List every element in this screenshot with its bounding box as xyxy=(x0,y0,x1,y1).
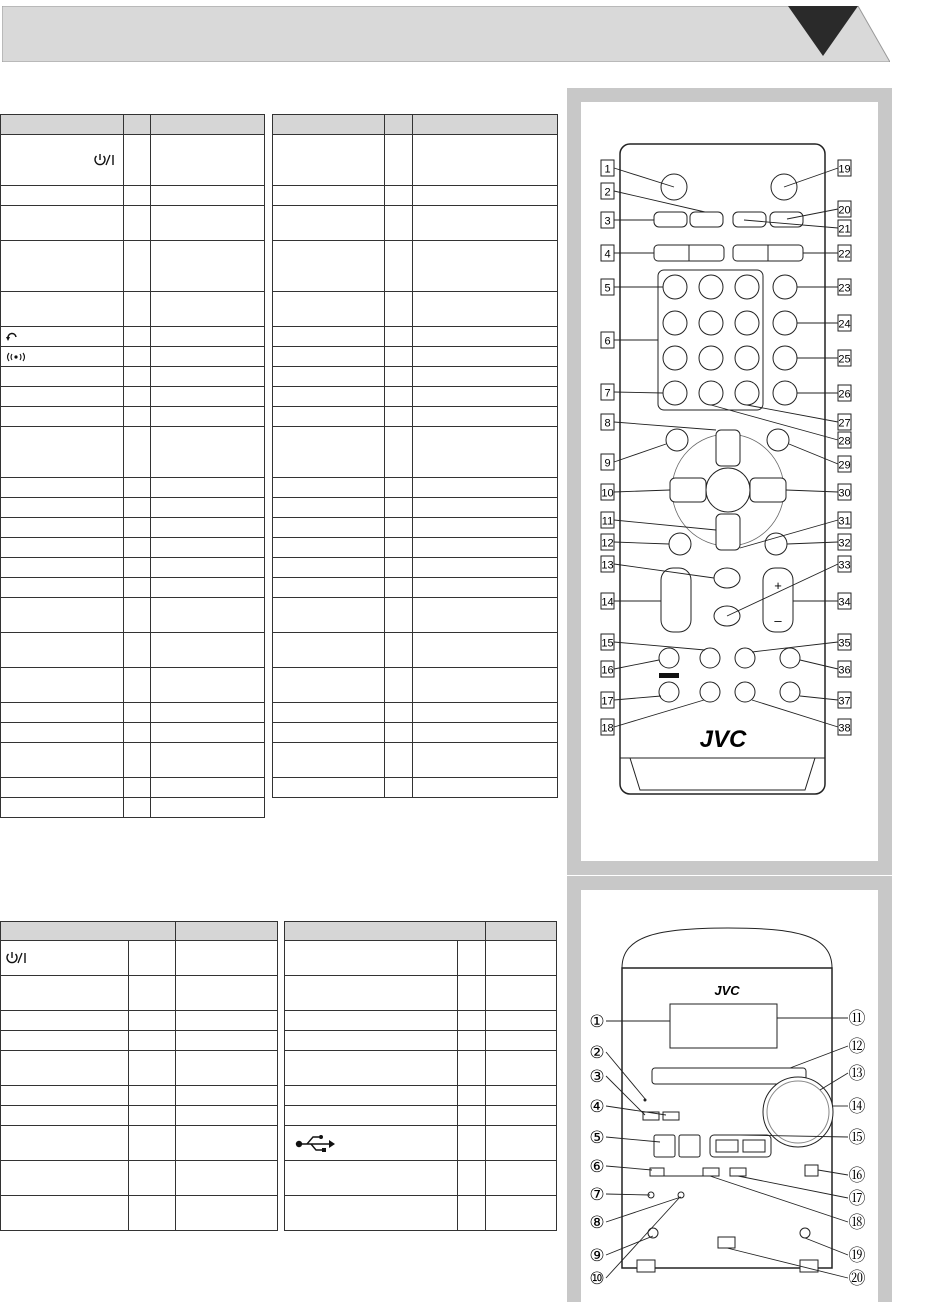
callout-③ xyxy=(589,1067,604,1086)
svg-text:⑲: ⑲ xyxy=(848,1246,866,1265)
unit-phones-jack xyxy=(648,1228,658,1238)
svg-text:30: 30 xyxy=(838,487,851,500)
svg-text:23: 23 xyxy=(838,282,851,295)
callout-④ xyxy=(589,1097,604,1116)
callout-⑭ xyxy=(849,1097,866,1116)
callout-⑬ xyxy=(849,1064,866,1083)
remote-ok-button xyxy=(706,468,750,512)
table-row xyxy=(1,778,558,798)
callout-⑱ xyxy=(849,1213,866,1232)
svg-text:35: 35 xyxy=(838,637,851,650)
callout-36 xyxy=(838,661,851,677)
svg-text:28: 28 xyxy=(838,435,851,448)
remote-navigation-cluster xyxy=(666,429,789,555)
callout-18 xyxy=(601,719,614,735)
table-header-row xyxy=(1,115,558,135)
callout-⑩ xyxy=(589,1269,604,1288)
table-row xyxy=(1,1086,557,1106)
table-row xyxy=(1,206,558,241)
table-row xyxy=(1,241,558,292)
svg-text:9: 9 xyxy=(604,457,611,470)
svg-text:36: 36 xyxy=(838,664,851,677)
svg-text:⑰: ⑰ xyxy=(848,1189,866,1208)
callout-38 xyxy=(838,719,851,735)
table-header-row xyxy=(1,922,557,941)
svg-text:24: 24 xyxy=(838,318,851,331)
callout-⑫ xyxy=(849,1037,866,1056)
callout-9 xyxy=(601,454,614,470)
unit-aux-jack xyxy=(800,1228,810,1238)
table-row xyxy=(1,1126,557,1161)
table-row xyxy=(1,798,558,818)
svg-text:19: 19 xyxy=(838,163,851,176)
svg-text:⑱: ⑱ xyxy=(848,1213,866,1232)
svg-text:21: 21 xyxy=(838,223,851,236)
unit-brand-logo: JVC xyxy=(714,983,740,998)
callout-28 xyxy=(838,432,851,448)
callout-3 xyxy=(601,212,614,228)
svg-text:16: 16 xyxy=(601,664,614,677)
callout-33 xyxy=(838,556,851,572)
main-unit-parts-table xyxy=(0,921,557,1231)
svg-text:37: 37 xyxy=(838,695,851,708)
callout-25 xyxy=(838,350,851,366)
callout-13 xyxy=(601,556,614,572)
svg-text:12: 12 xyxy=(601,537,614,550)
svg-text:27: 27 xyxy=(838,417,851,430)
svg-text:10: 10 xyxy=(601,487,614,500)
table-row xyxy=(1,1161,557,1196)
svg-text:26: 26 xyxy=(838,388,851,401)
table-row xyxy=(1,558,558,578)
svg-text:22: 22 xyxy=(838,248,851,261)
table-row xyxy=(1,598,558,633)
svg-text:②: ② xyxy=(589,1043,605,1062)
svg-text:38: 38 xyxy=(838,722,851,735)
svg-text:34: 34 xyxy=(838,596,851,609)
svg-text:③: ③ xyxy=(589,1067,605,1086)
svg-text:①: ① xyxy=(589,1012,605,1031)
svg-text:33: 33 xyxy=(838,559,851,572)
callout-⑪ xyxy=(849,1009,866,1028)
table-row xyxy=(1,743,558,778)
callout-12 xyxy=(601,534,614,550)
table-row xyxy=(1,407,558,427)
svg-text:⑮: ⑮ xyxy=(848,1128,866,1147)
table-row xyxy=(1,387,558,407)
power-standby-icon xyxy=(93,153,119,167)
callout-35 xyxy=(838,634,851,650)
callout-22 xyxy=(838,245,851,261)
table-row xyxy=(1,668,558,703)
svg-text:⑯: ⑯ xyxy=(848,1166,866,1185)
callout-26 xyxy=(838,385,851,401)
callout-8 xyxy=(601,414,614,430)
table-row xyxy=(1,498,558,518)
callout-15 xyxy=(601,634,614,650)
callout-11 xyxy=(601,512,614,528)
callout-30 xyxy=(838,484,851,500)
svg-text:15: 15 xyxy=(601,637,614,650)
remote-vol-plus: + xyxy=(774,578,782,593)
svg-text:18: 18 xyxy=(601,722,614,735)
callout-⑳ xyxy=(849,1269,866,1288)
svg-text:3: 3 xyxy=(604,215,611,228)
svg-text:⑪: ⑪ xyxy=(848,1009,866,1028)
table-row xyxy=(1,538,558,558)
callout-6 xyxy=(601,332,614,348)
callout-7 xyxy=(601,384,614,400)
table-row xyxy=(1,367,558,387)
callout-5 xyxy=(601,279,614,295)
svg-text:⑭: ⑭ xyxy=(848,1097,866,1116)
power-standby-icon xyxy=(5,951,31,965)
svg-text:④: ④ xyxy=(589,1097,605,1116)
svg-text:8: 8 xyxy=(604,417,611,430)
callout-⑨ xyxy=(589,1246,604,1265)
callout-29 xyxy=(838,456,851,472)
remote-control-parts-table xyxy=(0,114,558,818)
svg-text:6: 6 xyxy=(604,335,611,348)
table-row xyxy=(1,1106,557,1126)
table-row xyxy=(1,703,558,723)
table-row xyxy=(1,1031,557,1051)
svg-text:2: 2 xyxy=(604,186,611,199)
callout-10 xyxy=(601,484,614,500)
svg-text:29: 29 xyxy=(838,459,851,472)
remote-vol-minus: – xyxy=(774,613,782,628)
table-row xyxy=(1,633,558,668)
callout-32 xyxy=(838,534,851,550)
surround-icon xyxy=(5,351,27,363)
svg-text:14: 14 xyxy=(601,596,614,609)
table-row xyxy=(1,976,557,1011)
callout-⑮ xyxy=(849,1128,866,1147)
table-row xyxy=(1,186,558,206)
table-row xyxy=(1,347,558,367)
repeat-icon xyxy=(5,331,19,343)
table-row xyxy=(1,1196,557,1231)
callout-20 xyxy=(838,201,851,217)
callout-⑧ xyxy=(589,1213,604,1232)
callout-4 xyxy=(601,245,614,261)
svg-text:11: 11 xyxy=(601,515,614,528)
table-row xyxy=(1,1051,557,1086)
callout-21 xyxy=(838,220,851,236)
table-row xyxy=(1,518,558,538)
callout-19 xyxy=(838,160,851,176)
svg-text:⑫: ⑫ xyxy=(848,1037,866,1056)
table-row xyxy=(1,292,558,327)
svg-text:20: 20 xyxy=(838,204,851,217)
svg-text:⑥: ⑥ xyxy=(589,1157,605,1176)
svg-text:⑩: ⑩ xyxy=(589,1269,605,1288)
table-row xyxy=(1,723,558,743)
callout-24 xyxy=(838,315,851,331)
section-banner xyxy=(2,6,890,62)
remote-control-diagram xyxy=(567,88,892,875)
callout-17 xyxy=(601,692,614,708)
callout-⑦ xyxy=(589,1185,604,1204)
svg-text:1: 1 xyxy=(604,163,611,176)
callout-② xyxy=(589,1043,604,1062)
svg-text:32: 32 xyxy=(838,537,851,550)
callout-⑲ xyxy=(849,1246,866,1265)
callout-23 xyxy=(838,279,851,295)
callout-⑤ xyxy=(589,1128,604,1147)
callout-① xyxy=(589,1012,604,1031)
main-unit-diagram xyxy=(567,876,892,1302)
table-row xyxy=(1,135,558,186)
callout-31 xyxy=(838,512,851,528)
remote-brand-logo: JVC xyxy=(699,726,747,753)
table-row xyxy=(1,327,558,347)
svg-text:5: 5 xyxy=(604,282,611,295)
svg-text:⑤: ⑤ xyxy=(589,1128,605,1147)
table-row xyxy=(1,478,558,498)
svg-text:7: 7 xyxy=(604,387,611,400)
callout-2 xyxy=(601,183,614,199)
svg-text:⑨: ⑨ xyxy=(589,1246,605,1265)
callout-16 xyxy=(601,661,614,677)
svg-text:⑧: ⑧ xyxy=(589,1213,605,1232)
callout-1 xyxy=(601,160,614,176)
svg-text:31: 31 xyxy=(838,515,851,528)
remote-tuning-rocker xyxy=(661,568,691,632)
callout-37 xyxy=(838,692,851,708)
usb-icon xyxy=(295,1133,335,1153)
callout-14 xyxy=(601,593,614,609)
callout-27 xyxy=(838,414,851,430)
callout-⑯ xyxy=(849,1166,866,1185)
callout-⑰ xyxy=(849,1189,866,1208)
unit-display-window xyxy=(670,1004,777,1048)
svg-text:17: 17 xyxy=(601,695,614,708)
svg-text:⑬: ⑬ xyxy=(848,1064,866,1083)
svg-text:4: 4 xyxy=(604,248,611,261)
table-row xyxy=(1,941,557,976)
table-row xyxy=(1,578,558,598)
callout-34 xyxy=(838,593,851,609)
svg-text:13: 13 xyxy=(601,559,614,572)
svg-text:⑳: ⑳ xyxy=(848,1269,866,1288)
callout-⑥ xyxy=(589,1157,604,1176)
svg-text:⑦: ⑦ xyxy=(589,1185,605,1204)
table-row xyxy=(1,427,558,478)
svg-text:25: 25 xyxy=(838,353,851,366)
table-row xyxy=(1,1011,557,1031)
